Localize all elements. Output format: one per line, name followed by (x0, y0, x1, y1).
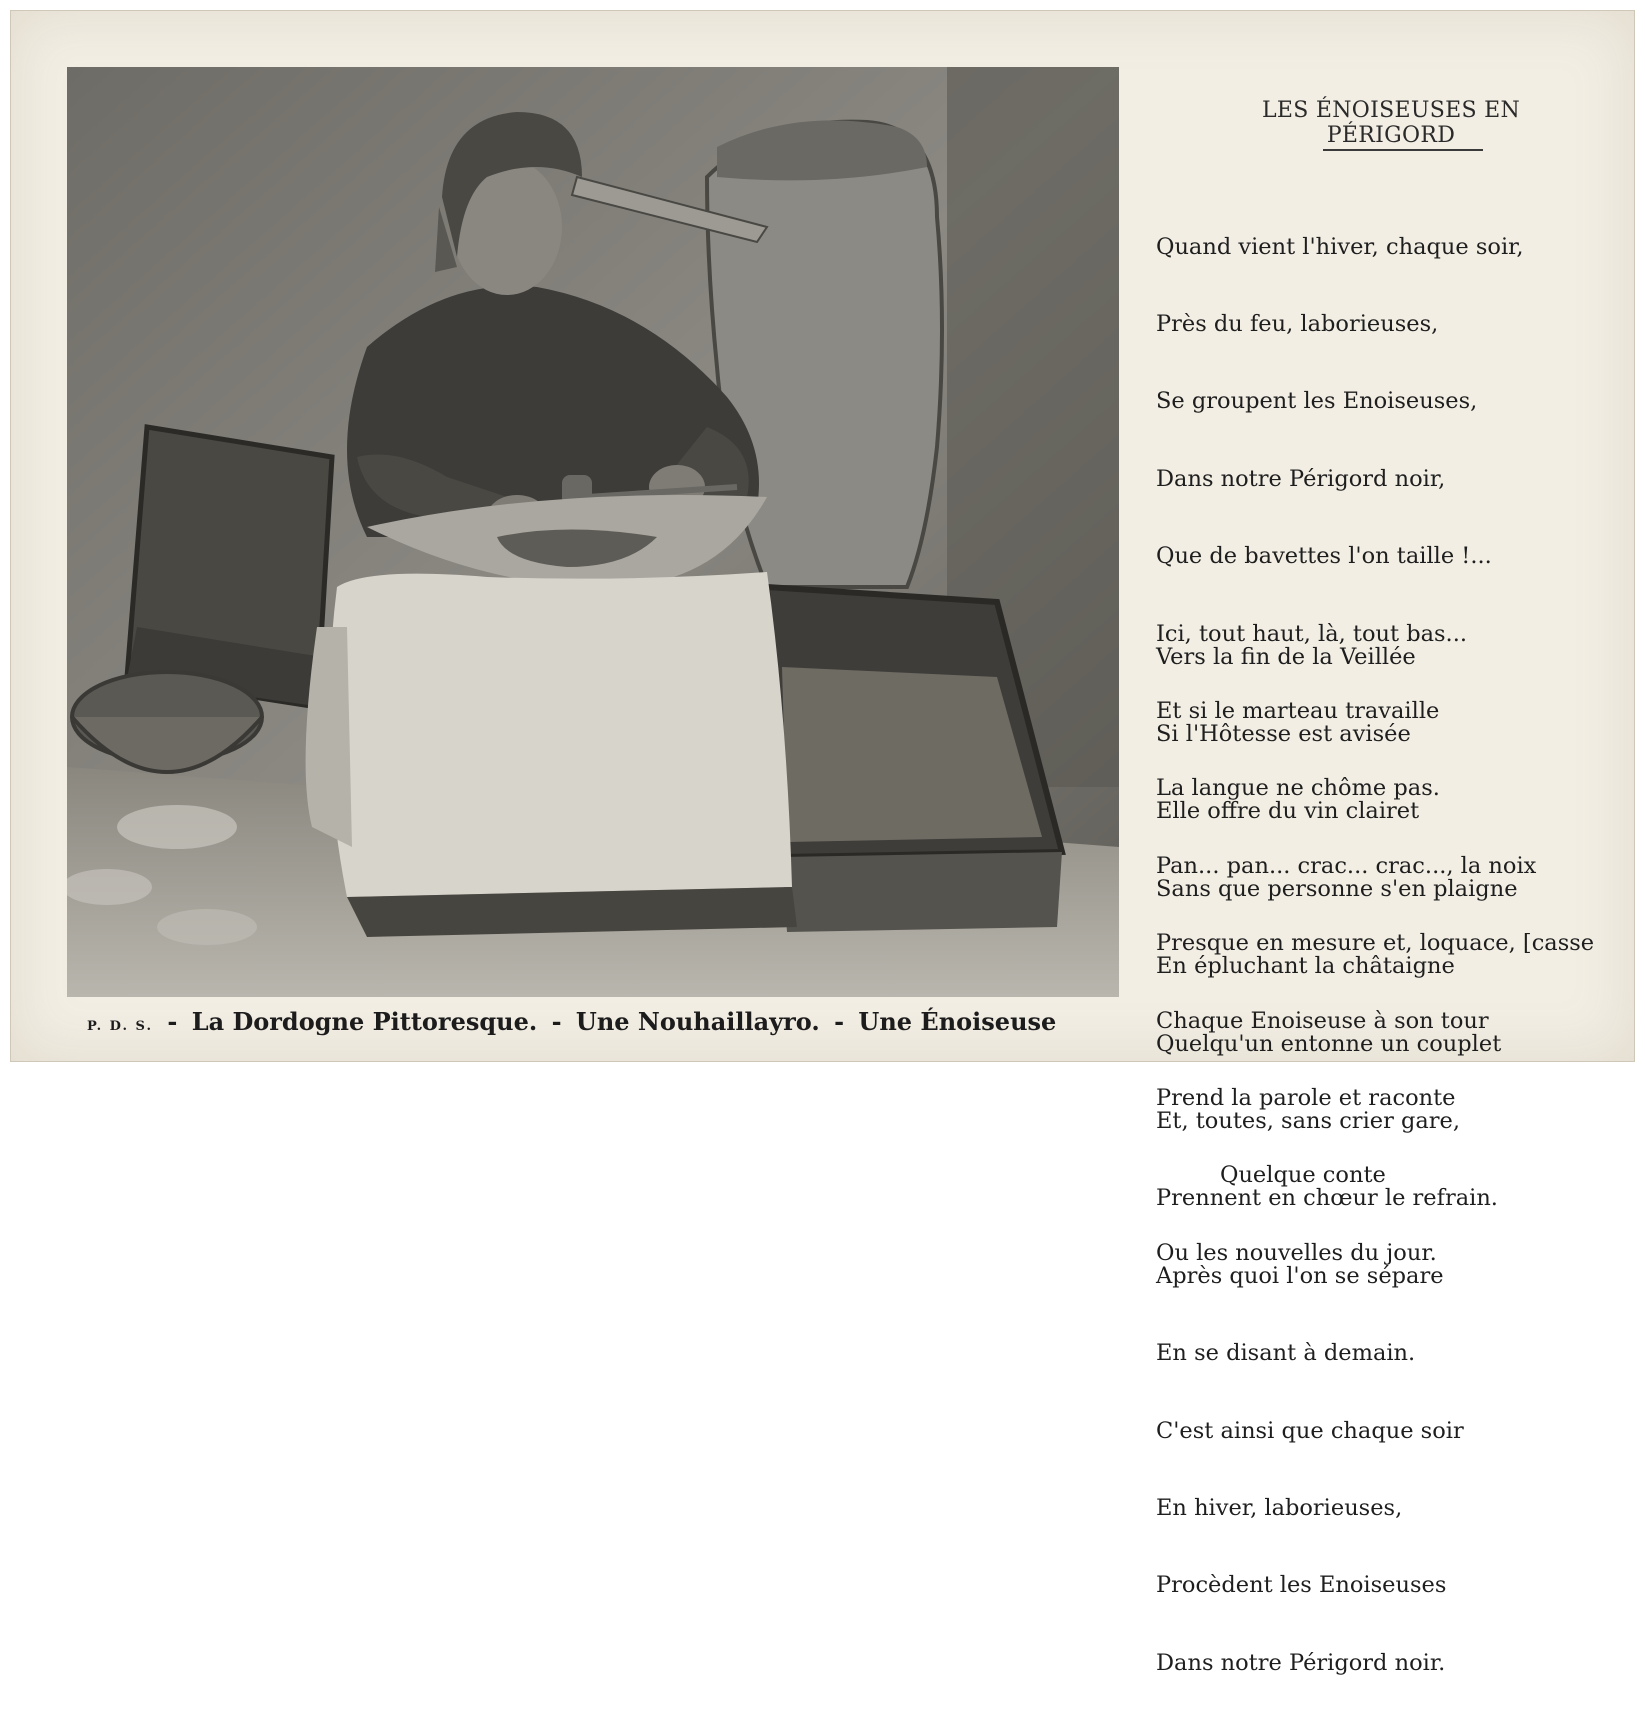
place-name: Une Nouhaillayro. (575, 1007, 820, 1036)
poem-line: Quelqu'un entonne un couplet (1156, 1030, 1502, 1057)
series-title: La Dordogne Pittoresque. (191, 1007, 538, 1036)
poem-line: Dans notre Périgord noir, (1156, 465, 1446, 492)
poem-line: En hiver, laborieuses, (1156, 1494, 1403, 1521)
poem-line: Si l'Hôtesse est avisée (1156, 720, 1411, 747)
publisher-mark: P. D. S. (87, 1019, 153, 1034)
poem-stanza-2 (1156, 593, 1518, 1728)
poem-line: Sans que personne s'en plaigne (1156, 875, 1518, 902)
poem-line: Quand vient l'hiver, chaque soir, (1156, 233, 1524, 260)
poem-line: Quelque conte (1220, 1162, 1386, 1189)
photograph (67, 67, 1119, 997)
poem-line: Et si le marteau travaille (1156, 697, 1440, 724)
poem-line: Près du feu, laborieuses, (1156, 310, 1439, 337)
apron (329, 572, 792, 897)
poem-line: Dans notre Périgord noir. (1156, 1649, 1446, 1676)
poem-line: Se groupent les Enoiseuses, (1156, 388, 1478, 415)
poem-line: En épluchant la châtaigne (1156, 953, 1455, 980)
poem-line: Après quoi l'on se sépare (1156, 1262, 1444, 1289)
poem-line: Prennent en chœur le refrain. (1156, 1185, 1498, 1212)
poem-line: Chaque Enoiseuse à son tour (1156, 1007, 1489, 1034)
poem-line: Prend la parole et raconte (1156, 1084, 1456, 1111)
poem-line: Presque en mesure et, loquace, [casse (1156, 930, 1595, 957)
poem-line: Procèdent les Enoiseuses (1156, 1572, 1447, 1599)
postcard-caption (87, 1007, 1056, 1036)
poem-line: La langue ne chôme pas. (1156, 775, 1440, 802)
poem-line: Pan... pan... crac... crac..., la noix (1156, 852, 1537, 879)
photo-subject: Une Énoiseuse (858, 1007, 1057, 1036)
poem-line: Elle offre du vin clairet (1156, 798, 1420, 825)
photo-illustration (67, 67, 1119, 997)
caption-separator: - (551, 1007, 562, 1036)
poem-title: LES ÉNOISEUSES EN PÉRIGORD (1261, 98, 1521, 148)
poem-line: Vers la fin de la Veillée (1156, 643, 1416, 670)
poem-line: Que de bavettes l'on taille !... (1156, 543, 1492, 570)
title-underline (1323, 149, 1483, 151)
left-crate (127, 427, 332, 707)
postcard (10, 10, 1635, 1676)
caption-separator: - (167, 1007, 178, 1036)
poem-line: Et, toutes, sans crier gare, (1156, 1107, 1461, 1134)
poem-line: Ou les nouvelles du jour. (1156, 1239, 1437, 1266)
poem-line: Ici, tout haut, là, tout bas... (1156, 620, 1468, 647)
poem-line: C'est ainsi que chaque soir (1156, 1417, 1464, 1444)
poem-line: En se disant à demain. (1156, 1340, 1416, 1367)
caption-separator: - (834, 1007, 845, 1036)
